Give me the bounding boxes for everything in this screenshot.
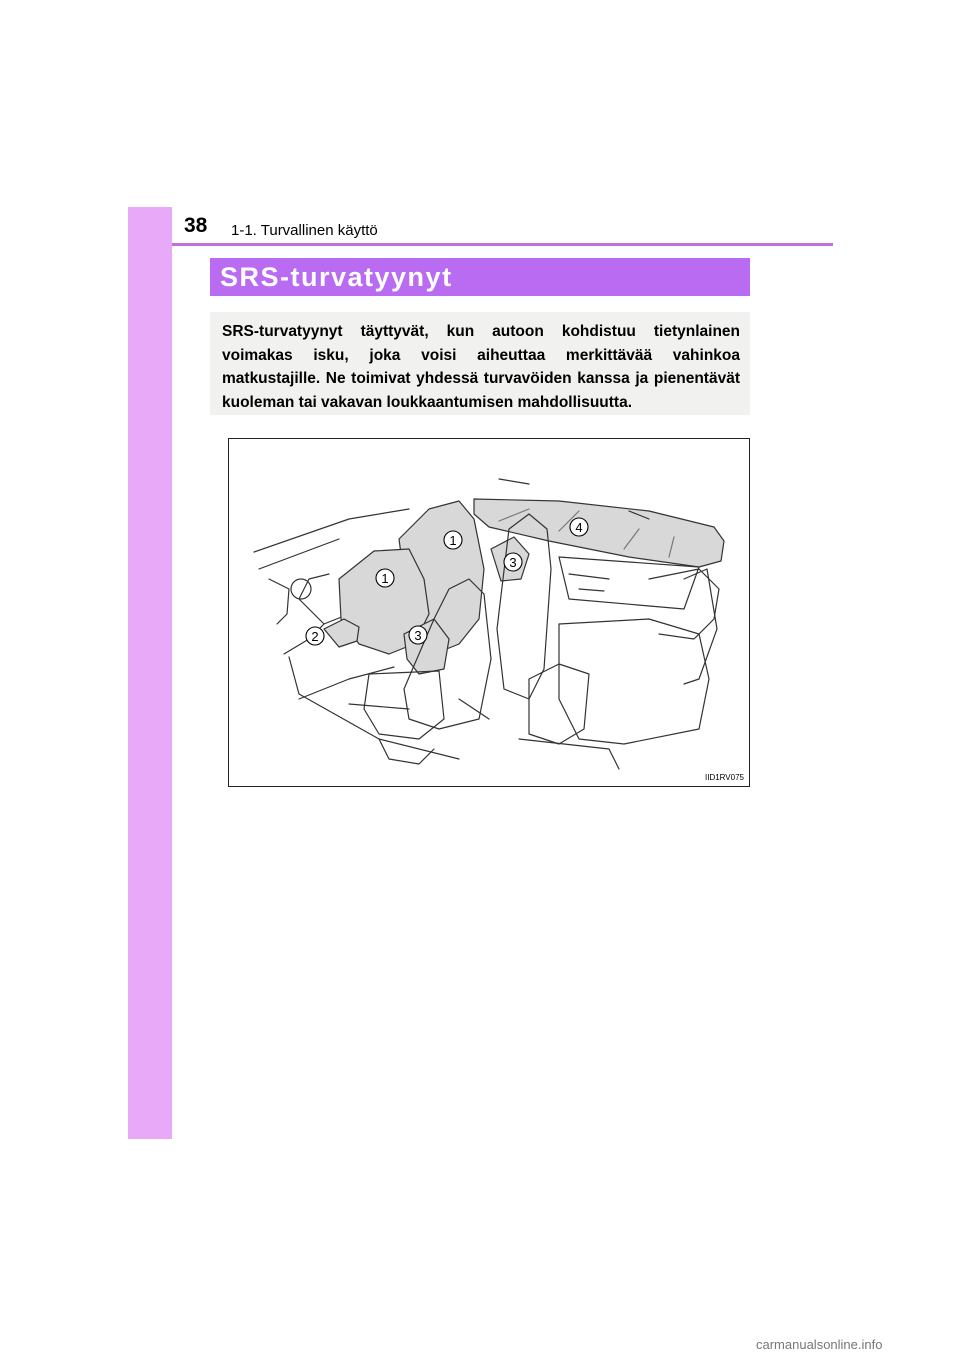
callout-1-lower: 1 <box>381 571 389 586</box>
header-rule <box>172 243 833 246</box>
page-number: 38 <box>184 214 208 237</box>
car-interior-drawing <box>229 439 749 786</box>
callout-2: 2 <box>311 629 319 644</box>
intro-box <box>210 312 750 415</box>
section-title: SRS-turvatyynyt <box>210 258 750 296</box>
airbag-illustration <box>228 438 750 787</box>
callout-3-lower: 3 <box>414 628 422 643</box>
callout-4: 4 <box>575 520 583 535</box>
footer-watermark-url[interactable]: carmanualsonline.info <box>756 1337 883 1352</box>
callout-3-upper: 3 <box>509 555 517 570</box>
side-tab-band <box>128 207 172 1139</box>
intro-text: SRS-turvatyynyt täyttyvät, kun autoon kohdistuu tietynlainen voimakas isku, joka voisi aiheuttaa merkittävää vahinkoa matkustajille. Ne toimivat yhdessä turvavöiden kanssa ja pienentävät kuoleman tai vakavan loukkaantumisen mahdollisuutta. <box>222 323 740 411</box>
callout-1-upper: 1 <box>449 533 457 548</box>
section-label: 1-1. Turvallinen käyttö <box>231 222 378 239</box>
figure-id: IID1RV075 <box>705 773 744 782</box>
